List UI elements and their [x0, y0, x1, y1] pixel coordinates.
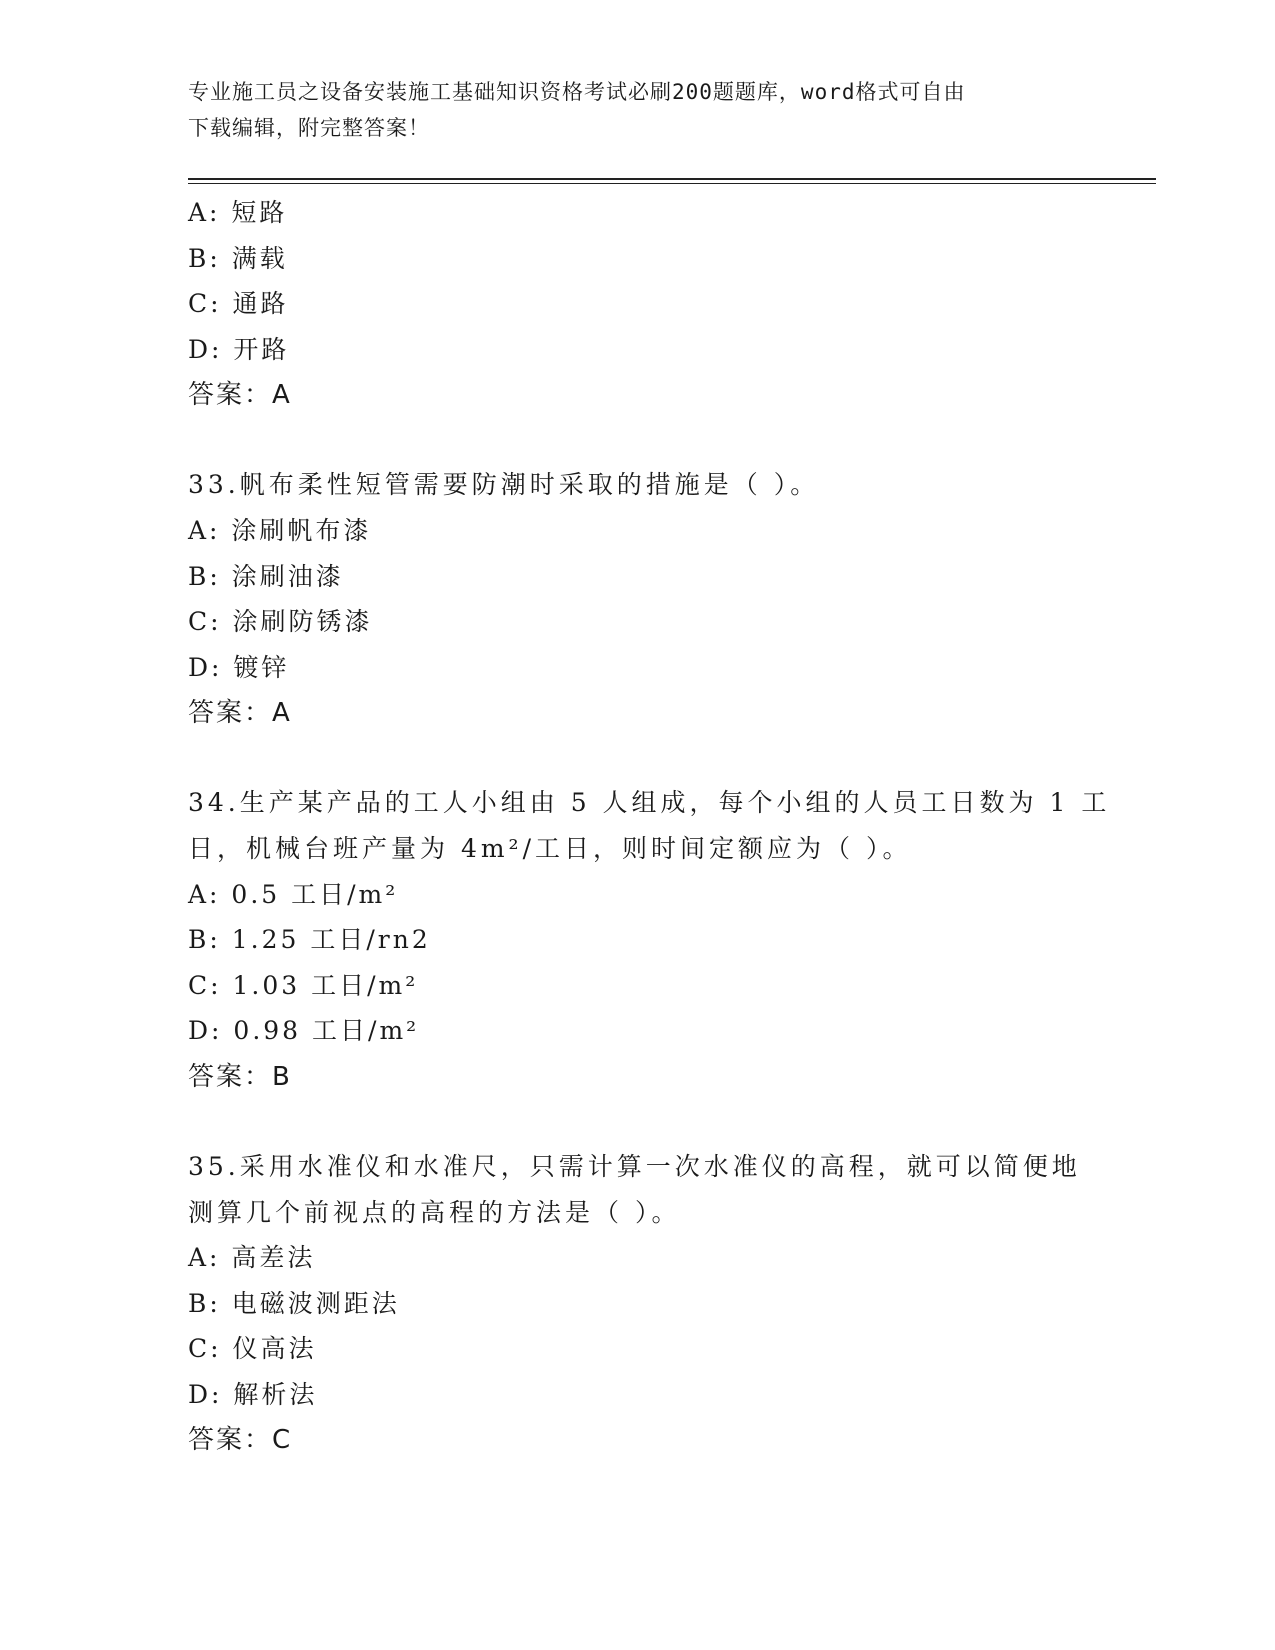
header-divider-thick — [188, 178, 1156, 180]
option-d: D: 开路 — [188, 334, 290, 364]
option-b: B: 满载 — [188, 243, 288, 273]
header-line-2: 下载编辑，附完整答案！ — [188, 116, 430, 140]
question-stem-line-1: 35.采用水准仪和水准尺，只需计算一次水准仪的高程，就可以简便地 — [188, 1151, 1081, 1181]
option-c: C: 1.03 工日/m² — [188, 970, 419, 1000]
option-b: B: 电磁波测距法 — [188, 1288, 400, 1318]
question-list — [188, 190, 1111, 1463]
question-stem-line-2: 日，机械台班产量为 4m²/工日，则时间定额应为（ ）。 — [188, 833, 912, 863]
answer-line: 答案：A — [188, 698, 292, 729]
option-b: B: 涂刷油漆 — [188, 561, 344, 591]
option-a: A: 涂刷帆布漆 — [188, 515, 372, 545]
answer-line: 答案：C — [188, 1425, 293, 1456]
option-d: D: 镀锌 — [188, 652, 290, 682]
option-d: D: 解析法 — [188, 1379, 318, 1409]
option-a: A: 高差法 — [188, 1243, 316, 1273]
option-c: C: 通路 — [188, 289, 289, 319]
question-34 — [188, 780, 1111, 1100]
question-33 — [188, 462, 1088, 736]
option-d: D: 0.98 工日/m² — [188, 1016, 420, 1046]
answer-line: 答案：A — [188, 380, 292, 411]
document-header — [188, 74, 1088, 146]
option-a: A: 0.5 工日/m² — [188, 879, 399, 909]
option-b: B: 1.25 工日/rn2 — [188, 925, 431, 955]
answer-line: 答案：B — [188, 1061, 292, 1092]
header-divider-thin — [188, 183, 1156, 184]
question-stem-line-2: 测算几个前视点的高程的方法是（ ）。 — [188, 1197, 681, 1227]
header-line-1: 专业施工员之设备安装施工基础知识资格考试必刷200题题库，word格式可自由 — [188, 80, 966, 104]
question-stem: 33.帆布柔性短管需要防潮时采取的措施是（ ）。 — [188, 470, 820, 500]
question-32-continued — [188, 190, 1088, 418]
question-35 — [188, 1144, 1088, 1464]
option-a: A: 短路 — [188, 198, 288, 227]
option-c: C: 涂刷防锈漆 — [188, 607, 373, 637]
question-stem-line-1: 34.生产某产品的工人小组由 5 人组成，每个小组的人员工日数为 1 工 — [188, 788, 1111, 818]
option-c: C: 仪高法 — [188, 1334, 317, 1364]
